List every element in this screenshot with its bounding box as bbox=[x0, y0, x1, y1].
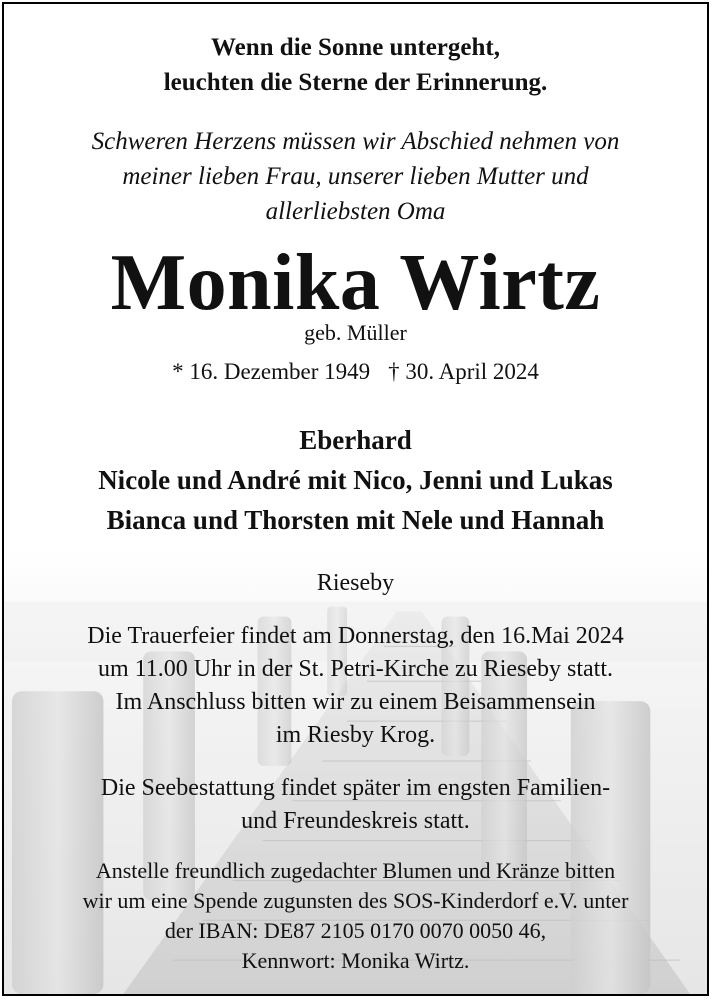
service-line: um 11.00 Uhr in der St. Petri-Kirche zu Rieseby statt. bbox=[97, 656, 613, 682]
birth-date: * 16. Dezember 1949 bbox=[172, 359, 371, 384]
funeral-service-info bbox=[4, 620, 707, 752]
donation-info bbox=[4, 856, 707, 976]
place: Rieseby bbox=[316, 570, 395, 596]
burial-line: Die Seebestattung findet später im engsten Familien- bbox=[100, 775, 611, 801]
motto-line: leuchten die Sterne der Erinnerung. bbox=[163, 69, 548, 96]
farewell-intro bbox=[4, 124, 707, 229]
maiden-name: geb. Müller bbox=[304, 320, 407, 345]
family-line: Eberhard bbox=[299, 425, 412, 455]
death-date: † 30. April 2024 bbox=[388, 359, 539, 384]
intro-line: meiner lieben Frau, unserer lieben Mutter und bbox=[122, 163, 589, 190]
donation-line: Anstelle freundlich zugedachter Blumen und Kränze bitten bbox=[95, 858, 616, 883]
burial-line: und Freundeskreis statt. bbox=[241, 808, 470, 834]
donation-line: wir um eine Spende zugunsten des SOS-Kinderdorf e.V. unter bbox=[82, 888, 629, 913]
intro-line: Schweren Herzens müssen wir Abschied nehmen von bbox=[91, 128, 620, 155]
life-dates bbox=[4, 356, 707, 388]
service-line: im Riesby Krog. bbox=[275, 722, 436, 748]
obituary-notice bbox=[2, 2, 709, 996]
motto bbox=[4, 30, 707, 100]
intro-line: allerliebsten Oma bbox=[265, 198, 446, 225]
deceased-name: Monika Wirtz bbox=[110, 239, 601, 327]
donation-line: Kennwort: Monika Wirtz. bbox=[241, 948, 470, 973]
service-line: Die Trauerfeier findet am Donnerstag, den 16.Mai 2024 bbox=[87, 623, 624, 649]
family-line: Bianca und Thorsten mit Nele und Hannah bbox=[106, 505, 605, 535]
mourning-family bbox=[4, 420, 707, 540]
motto-line: Wenn die Sonne untergeht, bbox=[211, 34, 500, 61]
sea-burial-info bbox=[4, 772, 707, 838]
service-line: Im Anschluss bitten wir zu einem Beisammensein bbox=[115, 689, 596, 715]
donation-line: der IBAN: DE87 2105 0170 0070 0050 46, bbox=[164, 918, 547, 943]
family-line: Nicole und André mit Nico, Jenni und Lukas bbox=[98, 465, 613, 495]
